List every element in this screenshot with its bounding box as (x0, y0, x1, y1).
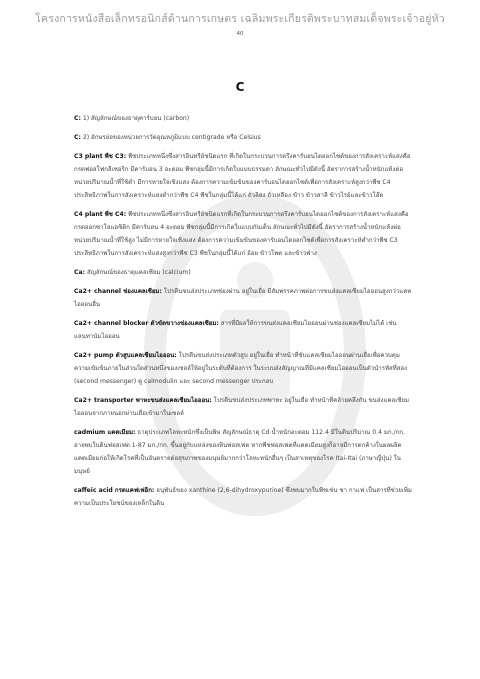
document-header: โครงการหนังสือเล็กทรอนิกส์ด้านการเกษตร เฉลิมพระเกียรติพระบาทสมเด็จพระเจ้าอยู่หัว (35, 13, 445, 25)
glossary-entry: caffeic acid กรดแคฟเฟอิก: อนุพันธ์ของ xanthine (2,6-dihydroxypurine) ซึ่งพบมากในพืชเช่น ชา กาแฟ เป็นสารที่ช่วยเพิ่มความเป็นประโยชน์ของเหล็กในดิน (74, 487, 412, 507)
glossary-entry: C4 plant พืช C4: พืชประเภทหนึ่งซึ่งสารอินทรีย์ชนิดแรกที่เกิดในกระบวนการตรึงคาร์บอนไดออกไซด์ของการสังเคราะห์แสงคือ กรดออกซาโลแอซิติก มีคาร์บอน 4 อะตอม พืชกลุ่มนี้มีการเกิดใบแบบกันเด็น ลักษณะทั่วไปมีดังนี้ อัตราการสร้างน้ำหนักแห้งต่อหน่วยปริมาณน้ำที่ใช้สูง ไม่มีการหายใจเชิงแสง ต้องการความเข้มข้นของคาร์บอนไดออกไซด์เพื่อการสังเคราะห์ต่ำกว่าพืช C3 ประสิทธิภาพในการสังเคราะห์แสงสูงกว่าพืช C3 พืชในกลุ่มนี้ได้แก่ อ้อย ข้าวโพด และข้าวฟ่าง (74, 211, 409, 257)
glossary-entry: C: 1) สัญลักษณ์ของธาตุคาร์บอน (carbon) (74, 115, 190, 122)
glossary-entry: C: 2) อักษรย่อของหน่วยการวัดอุณหภูมิแบบ centigrade หรือ Celsius (74, 134, 261, 141)
section-letter: C (235, 80, 245, 94)
glossary-entry: Ca2+ transporter พาหะขนส่งแคลเซียมไอออน: โปรตีนขนส่งประเภทพาหะ อยู่ในเยื่อ ทำหน้าที่คล้ายคลึงกัน ขนส่งแคลเซียมไอออนจากภายนอกผ่านเยื่อเข้ามาในเซลล์ (74, 397, 410, 417)
glossary-entry: Ca2+ pump ตัวสูบแคลเซียมไอออน: โปรตีนขนส่งประเภทตัวสูบ อยู่ในเยื่อ ทำหน้าที่ขับแคลเซียมไอออนผ่านเยื่อเพื่อควบคุมความเข้มข้นภายในส่วนใดส่วนหนึ่งของเซลล์ให้อยู่ในระดับที่ต้องการ ในระบบส่งสัญญาณที่มีแคลเซียมไอออนเป็นตัวนำรหัสที่สอง (second messenger) ดู calmodulin และ second messenger ประกอบ (74, 352, 408, 385)
glossary-entry: C3 plant พืช C3: พืชประเภทหนึ่งซึ่งสารอินทรีย์ชนิดแรก ที่เกิดในกระบวนการตรึงคาร์บอนไดออกไซด์ของการสังเคราะห์แสงคือ กรดฟอสโฟกลีเซอริก มีคาร์บอน 3 อะตอม พืชกลุ่มนี้มีการเกิดใบแบบธรรมดา ลักษณะทั่วไปมีดังนี้ อัตราการสร้างน้ำหนักแห้งต่อหน่วยปริมาณน้ำที่ใช้ต่ำ มีการหายใจเชิงแสง ต้องการความเข้มข้นของคาร์บอนไดออกไซด์เพื่อการสังเคราะห์สูงกว่าพืช C4 ประสิทธิภาพในการสังเคราะห์แสงต่ำกว่าพืช C4 พืชในกลุ่มนี้ได้แก่ ถั่วลิสง ถั่วเหลือง ข้าว ข้าวสาลี ข้าวไรย์และข้าวโอ๊ต (74, 153, 411, 199)
glossary-entry: Ca: สัญลักษณ์ของธาตุแคลเซียม (calcium) (74, 269, 191, 276)
page-number: 40 (236, 31, 244, 37)
glossary-entry: cadmium แคดเมียม: ธาตุประเภทโลหะหนักซึ่งเป็นพิษ สัญลักษณ์ธาตุ Cd น้ำหนักอะตอม 112.4 มีในดินปริมาณ 0.4 มก./กก. อาจพบในดินฟอสเฟต 1-87 มก./กก. ขึ้นอยู่กับแหล่งของหินฟอสเฟต หากพืชฟอสเฟตที่แคดเมียมสูงก็อาจมีการตกค้างในผลผลิต แคดเมียมก่อให้เกิดโรคที่เป็นอันตรายต่อสุขภาพของมนุษย์มากกว่าโลหะหนักอื่นๆ เป็นสาเหตุของโรค Itai-Itai (ภาษาญี่ปุ่น) ในมนุษย์ (74, 429, 405, 475)
glossary-entry: Ca2+ channel blocker ตัวขัดขวางช่องแคลเซียม: สารที่มีผลให้การขนส่งแคลเซียมไอออนผ่านช่องแคลเซียมไม่ได้ เช่น แลนทานัมไอออน (74, 320, 397, 340)
glossary-entries (74, 112, 414, 516)
glossary-entry: Ca2+ channel ช่องแคลเซียม: โปรตีนขนส่งประเภทช่องผ่าน อยู่ในเยื่อ มีสัมพรรคภาพต่อการขนส่งแคลเซียมไอออนสูงกว่าแคทไอออนอื่น (74, 288, 412, 308)
